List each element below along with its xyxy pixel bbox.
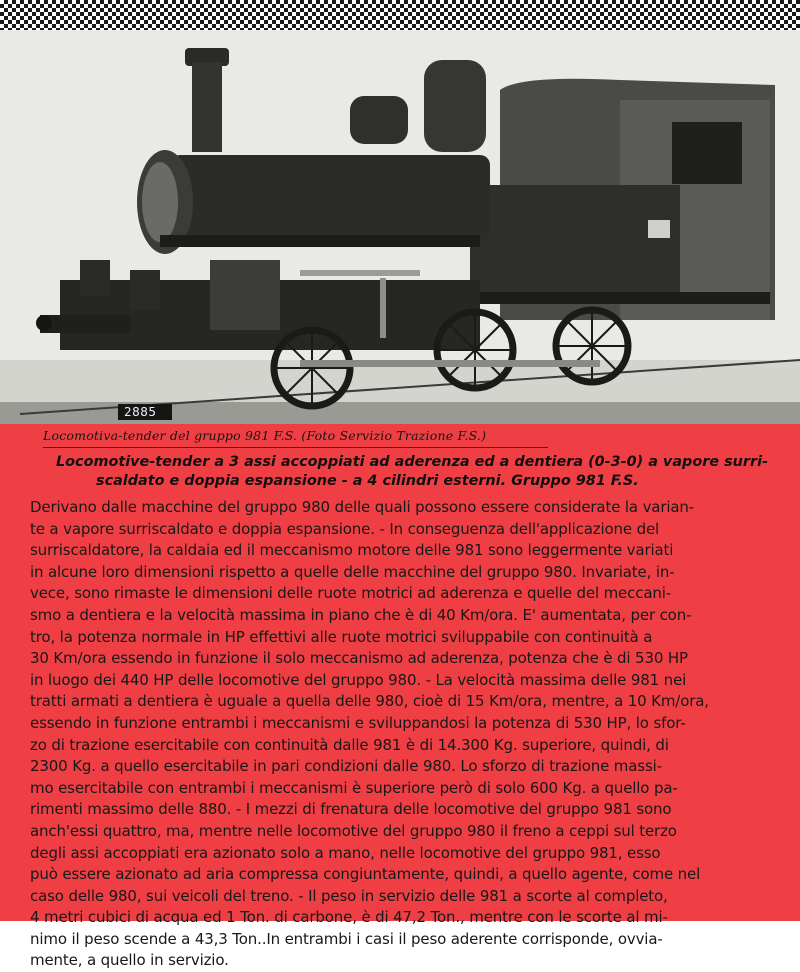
body-line: smo a dentiera e la velocità massima in piano che è di 40 Km/ora. E' aumentata, per con- — [30, 605, 692, 624]
body-line: surriscaldatore, la caldaia ed il meccanismo motore delle 981 sono leggermente variati — [30, 541, 674, 560]
body-line: 2300 Kg. a quello esercitabile in pari condizioni dalle 980. Lo sforzo di trazione massi- — [30, 757, 662, 776]
checkered-border — [0, 0, 800, 30]
body-line: rimenti massimo delle 880. - I mezzi di frenatura delle locomotive del gruppo 981 sono — [30, 800, 672, 819]
article-headline — [56, 453, 772, 490]
body-line: nimo il peso scende a 43,3 Ton..In entrambi i casi il peso aderente corrisponde, ovvia- — [30, 929, 663, 948]
locomotive-photo — [0, 30, 800, 424]
body-line: degli assi accoppiati era azionato solo a mano, nelle locomotive del gruppo 981, esso — [30, 843, 661, 862]
body-line: mo esercitabile con entrambi i meccanismi è superiore però di solo 600 Kg. a quello pa- — [30, 778, 678, 797]
body-line: mente, a quello in servizio. — [30, 951, 229, 970]
body-line: essendo in funzione entrambi i meccanismi e sviluppandosi la potenza di 530 HP, lo sfor- — [30, 713, 686, 732]
body-line: 30 Km/ora essendo in funzione il solo meccanismo ad aderenza, potenza che è di 530 HP — [30, 649, 688, 668]
body-line: caso delle 980, sui veicoli del treno. - Il peso in servizio delle 981 a scorte al completo, — [30, 886, 668, 905]
headline-line: Locomotive-tender a 3 assi accoppiati ad aderenza ed a dentiera (0-3-0) a vapore surri- — [56, 454, 768, 470]
body-line: tro, la potenza normale in HP effettivi alle ruote motrici sviluppabile con continuità a — [30, 627, 653, 646]
body-line: 4 metri cubici di acqua ed 1 Ton. di carbone, è di 47,2 Ton., mentre con le scorte al mi- — [30, 908, 668, 927]
number-plate-text: 2885 — [124, 405, 157, 419]
body-line: in luogo dei 440 HP delle locomotive del gruppo 980. - La velocità massima delle 981 nei — [30, 670, 687, 689]
body-line: tratti armati a dentiera è uguale a quella delle 980, cioè di 15 Km/ora, mentre, a 10 Km/ora, — [30, 692, 709, 711]
body-line: anch'essi quattro, ma, mentre nelle locomotive del gruppo 980 il freno a ceppi sul terzo — [30, 821, 677, 840]
article-body — [30, 497, 770, 972]
body-line: può essere azionato ad aria compressa congiuntamente, quindi, a quello agente, come nel — [30, 865, 701, 884]
body-line: vece, sono rimaste le dimensioni delle ruote motrici ad aderenza e quelle del meccani- — [30, 584, 672, 603]
headline-line: scaldato e doppia espansione - a 4 cilindri esterni. Gruppo 981 F.S. — [96, 472, 639, 489]
caption-underline — [43, 447, 548, 448]
body-line: te a vapore surriscaldato e doppia espansione. - In conseguenza dell'applicazione del — [30, 519, 660, 538]
photo-caption: Locomotiva-tender del gruppo 981 F.S. (Foto Servizio Trazione F.S.) — [43, 428, 487, 443]
body-line: Derivano dalle macchine del gruppo 980 delle quali possono essere considerate la varian- — [30, 498, 695, 516]
body-line: zo di trazione esercitabile con continuità dalle 981 è di 14.300 Kg. superiore, quindi, di — [30, 735, 669, 754]
body-line: in alcune loro dimensioni rispetto a quelle delle macchine del gruppo 980. Invariate, in- — [30, 562, 675, 581]
